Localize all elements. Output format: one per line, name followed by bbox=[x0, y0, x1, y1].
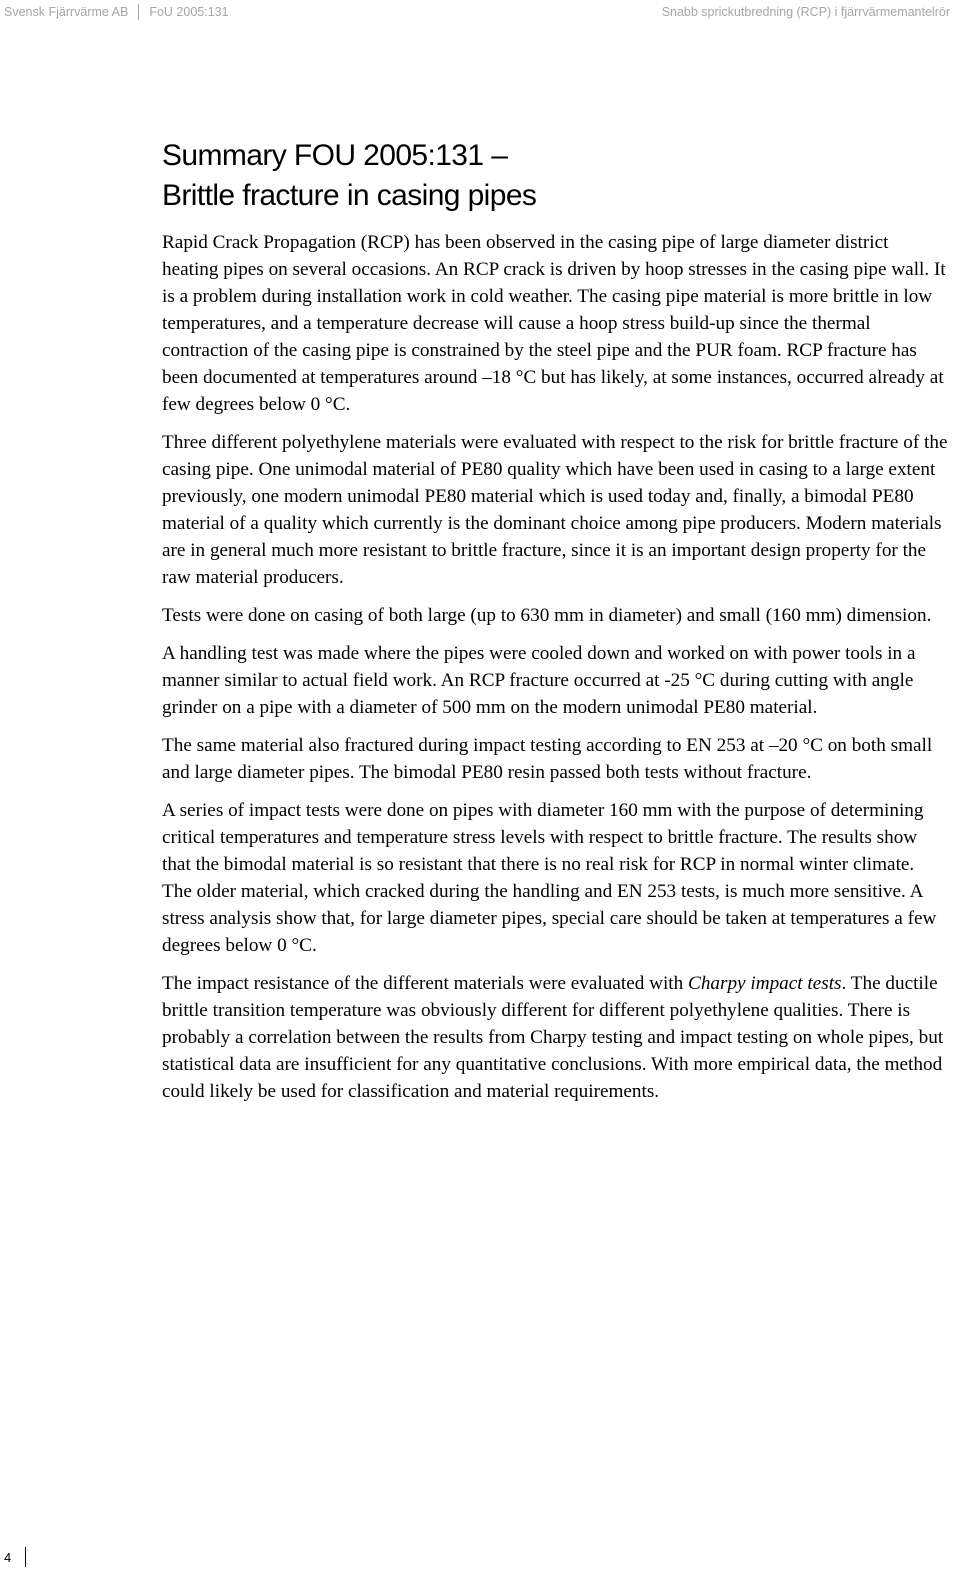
paragraph-charpy-end: . The ductile brittle transition temperature was obviously different for different polyethylene qualities. There is probably a correlation between the results from Charpy testing and impact testing on whole pipes, but statistical data are insufficient for any quantitative conclusions. With more empirical data, the method could likely be used for classification and material requirements. bbox=[162, 973, 944, 1102]
paragraph-impact-series: A series of impact tests were done on pipes with diameter 160 mm with the purpose of determining critical temperatures and temperature stress levels with respect to brittle fracture. The results show that the bimodal material is so resistant that there is no real risk for RCP in normal winter climate. The older material, which cracked during the handling and EN 253 tests, is much more sensitive. A stress analysis show that, for large diameter pipes, special care should be taken at temperatures a few degrees below 0 °C. bbox=[162, 800, 937, 956]
paragraph-handling-test: A handling test was made where the pipes were cooled down and worked on with power tools in a manner similar to actual field work. An RCP fracture occurred at -25 °C during cutting with angle grinder on a pipe with a diameter of 500 mm on the modern unimodal PE80 material. bbox=[162, 643, 916, 718]
footer-separator bbox=[25, 1547, 26, 1567]
page-number: 4 bbox=[4, 1549, 12, 1565]
paragraph-charpy-start: The impact resistance of the different materials were evaluated with bbox=[162, 973, 689, 994]
charpy-term: Charpy impact tests bbox=[688, 973, 842, 994]
paragraph-materials: Three different polyethylene materials were evaluated with respect to the risk for brittle fracture of the casing pipe. One unimodal material of PE80 quality which have been used in casing to a large extent previously, one modern unimodal PE80 material which is used today and, finally, a bimodal PE80 material of a quality which currently is the dominant choice among pipe producers. Modern materials are in general much more resistant to brittle fracture, since it is an important design property for the raw material producers. bbox=[162, 432, 948, 588]
page-title bbox=[162, 136, 942, 216]
summary-body bbox=[162, 229, 948, 1116]
title-line-1: Summary FOU 2005:131 – bbox=[162, 139, 508, 172]
header-separator bbox=[138, 4, 139, 20]
paragraph-impact-en253: The same material also fractured during impact testing according to EN 253 at –20 °C on both small and large diameter pipes. The bimodal PE80 resin passed both tests without fracture. bbox=[162, 735, 933, 783]
paragraph-dimensions: Tests were done on casing of both large (up to 630 mm in diameter) and small (160 mm) dimension. bbox=[162, 605, 932, 626]
paragraph-rcp-intro: Rapid Crack Propagation (RCP) has been observed in the casing pipe of large diameter district heating pipes on several occasions. An RCP crack is driven by hoop stresses in the casing pipe wall. It is a problem during installation work in cold weather. The casing pipe material is more brittle in low temperatures, and a temperature decrease will cause a hoop stress build-up since the thermal contraction of the casing pipe is constrained by the steel pipe and the PUR foam. RCP fracture has been documented at temperatures around –18 °C but has likely, at some instances, occurred already at few degrees below 0 °C. bbox=[162, 232, 946, 415]
header-report-id: FoU 2005:131 bbox=[149, 5, 229, 19]
running-header bbox=[4, 3, 950, 21]
header-organization: Svensk Fjärrvärme AB bbox=[4, 5, 129, 19]
paragraph-charpy bbox=[162, 970, 948, 1105]
header-report-title: Snabb sprickutbredning (RCP) i fjärrvärmemantelrör bbox=[661, 5, 950, 19]
page-footer bbox=[4, 1547, 26, 1567]
title-line-2: Brittle fracture in casing pipes bbox=[162, 179, 537, 212]
